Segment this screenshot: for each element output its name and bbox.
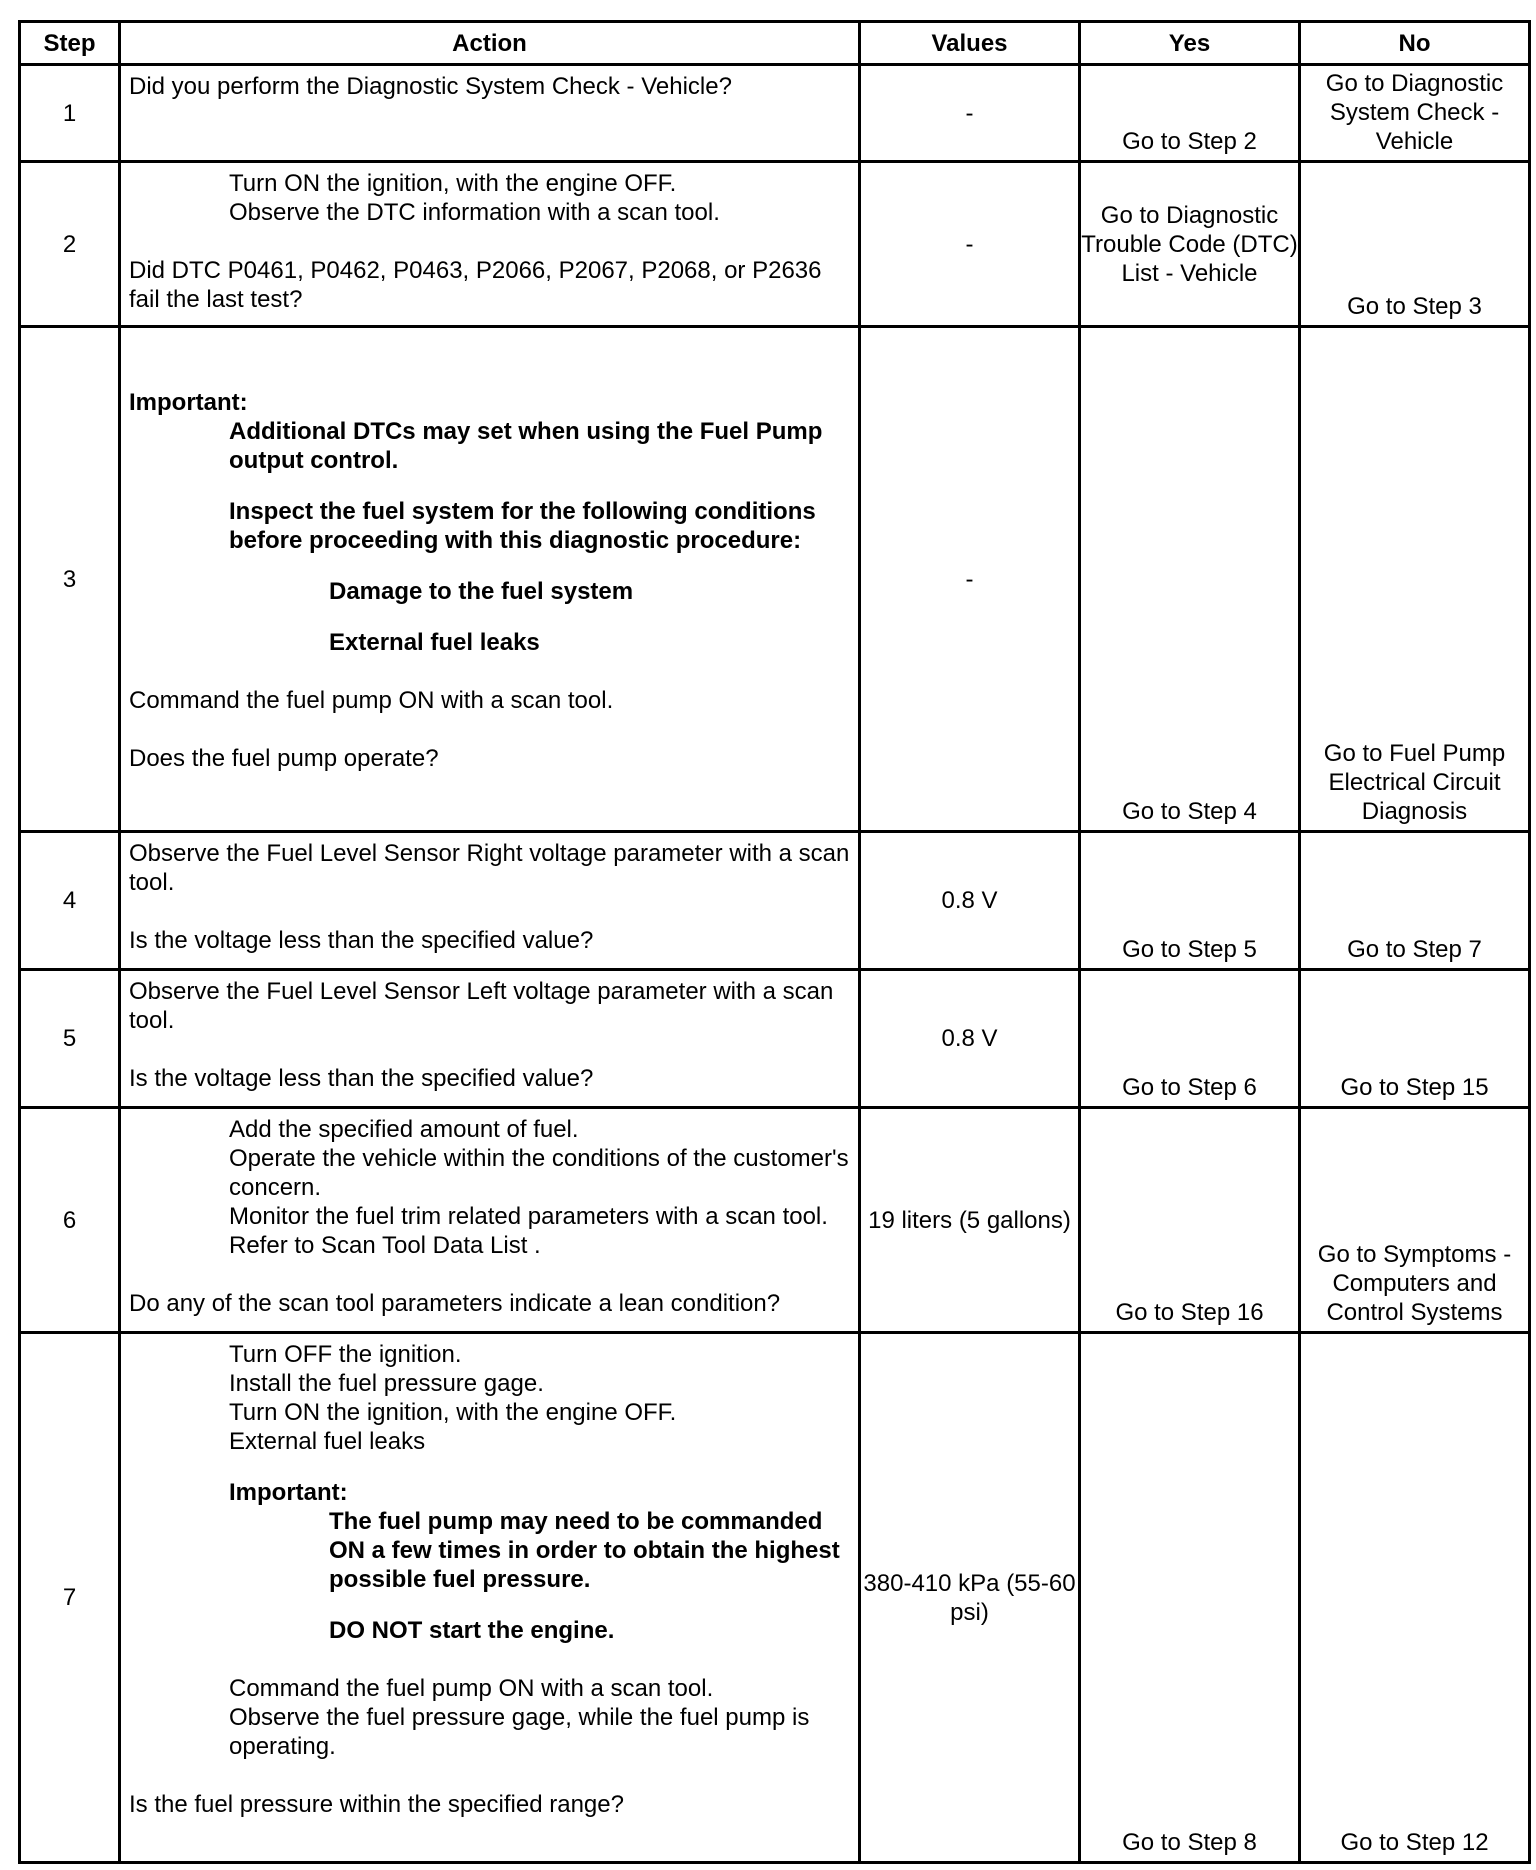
important-note: The fuel pump may need to be commanded ON a few times in order to obtain the highest possible fuel pressure.	[329, 1508, 847, 1593]
value-cell: -	[860, 65, 1080, 162]
action-text: Refer to Scan Tool Data List .	[229, 1232, 541, 1259]
action-text: Operate the vehicle within the conditions of the customer's concern.	[229, 1145, 856, 1201]
action-question: Is the voltage less than the specified value?	[129, 1065, 594, 1092]
spacer	[129, 227, 852, 256]
header-yes: Yes	[1080, 22, 1300, 65]
no-link[interactable]: Go to Step 12	[1300, 1333, 1530, 1863]
spacer	[129, 1594, 852, 1616]
action-text: External fuel leaks	[229, 1428, 426, 1455]
header-step: Step	[20, 22, 120, 65]
no-link[interactable]: Go to Diagnostic System Check - Vehicle	[1300, 65, 1530, 162]
spacer	[129, 1456, 852, 1478]
action-cell	[120, 970, 860, 1108]
table-row	[20, 1108, 1530, 1333]
no-link[interactable]: Go to Symptoms - Computers and Control Systems	[1300, 1108, 1530, 1333]
spacer	[129, 657, 852, 686]
value-cell: 19 liters (5 gallons)	[860, 1108, 1080, 1333]
action-cell	[120, 65, 860, 162]
table-row	[20, 970, 1530, 1108]
action-text: Turn ON the ignition, with the engine OFF.	[229, 170, 677, 197]
action-question: Do any of the scan tool parameters indicate a lean condition?	[129, 1290, 781, 1317]
step-number: 2	[20, 162, 120, 327]
action-text: Monitor the fuel trim related parameters with a scan tool.	[229, 1203, 828, 1230]
spacer	[129, 897, 852, 926]
action-text: Observe the Fuel Level Sensor Left voltage parameter with a scan tool.	[129, 978, 841, 1034]
action-cell	[120, 1333, 860, 1863]
yes-link[interactable]: Go to Diagnostic Trouble Code (DTC) List - Vehicle	[1080, 162, 1300, 327]
spacer	[129, 1645, 852, 1674]
value-cell: -	[860, 162, 1080, 327]
action-cell	[120, 162, 860, 327]
action-question: Is the fuel pressure within the specified range?	[129, 1791, 624, 1818]
spacer	[129, 1260, 852, 1289]
spacer	[129, 1761, 852, 1790]
action-text: Did you perform the Diagnostic System Check - Vehicle?	[129, 73, 732, 100]
yes-link[interactable]: Go to Step 5	[1080, 832, 1300, 970]
action-text: Observe the Fuel Level Sensor Right voltage parameter with a scan tool.	[129, 840, 857, 896]
important-note: Additional DTCs may set when using the Fuel Pump output control.	[229, 418, 830, 474]
action-question: Is the voltage less than the specified value?	[129, 927, 594, 954]
table-row	[20, 65, 1530, 162]
table-row	[20, 327, 1530, 832]
value-cell: 380-410 kPa (55-60 psi)	[860, 1333, 1080, 1863]
important-label: Important:	[229, 1479, 348, 1506]
value-cell: 0.8 V	[860, 970, 1080, 1108]
condition-item: Damage to the fuel system	[329, 578, 634, 605]
header-row	[20, 22, 1530, 65]
no-link[interactable]: Go to Fuel Pump Electrical Circuit Diagnosis	[1300, 327, 1530, 832]
table-row	[20, 1333, 1530, 1863]
header-action: Action	[120, 22, 860, 65]
header-no: No	[1300, 22, 1530, 65]
important-label: Important:	[129, 389, 248, 416]
spacer	[129, 555, 852, 577]
no-link[interactable]: Go to Step 3	[1300, 162, 1530, 327]
important-note: Inspect the fuel system for the following conditions before proceeding with this diagnostic procedure:	[229, 498, 823, 554]
action-text: Command the fuel pump ON with a scan tool.	[229, 1675, 714, 1702]
step-number: 3	[20, 327, 120, 832]
action-cell	[120, 327, 860, 832]
diagnostic-table	[18, 20, 1531, 1864]
action-text: Observe the fuel pressure gage, while the fuel pump is operating.	[229, 1704, 816, 1760]
yes-link[interactable]: Go to Step 6	[1080, 970, 1300, 1108]
table-row	[20, 162, 1530, 327]
yes-link[interactable]: Go to Step 4	[1080, 327, 1300, 832]
yes-link[interactable]: Go to Step 2	[1080, 65, 1300, 162]
condition-item: External fuel leaks	[329, 629, 540, 656]
step-number: 6	[20, 1108, 120, 1333]
action-text: Install the fuel pressure gage.	[229, 1370, 544, 1397]
spacer	[129, 1035, 852, 1064]
important-note: DO NOT start the engine.	[329, 1617, 615, 1644]
spacer	[129, 715, 852, 744]
no-link[interactable]: Go to Step 15	[1300, 970, 1530, 1108]
header-values: Values	[860, 22, 1080, 65]
value-cell: 0.8 V	[860, 832, 1080, 970]
yes-link[interactable]: Go to Step 16	[1080, 1108, 1300, 1333]
value-cell: -	[860, 327, 1080, 832]
action-text: Observe the DTC information with a scan tool.	[229, 199, 720, 226]
no-link[interactable]: Go to Step 7	[1300, 832, 1530, 970]
action-cell	[120, 1108, 860, 1333]
step-number: 1	[20, 65, 120, 162]
action-text: Command the fuel pump ON with a scan tool.	[129, 687, 614, 714]
spacer	[129, 606, 852, 628]
action-text: Turn OFF the ignition.	[229, 1341, 462, 1368]
action-text: Add the specified amount of fuel.	[229, 1116, 579, 1143]
step-number: 4	[20, 832, 120, 970]
action-cell	[120, 832, 860, 970]
yes-link[interactable]: Go to Step 8	[1080, 1333, 1300, 1863]
table-row	[20, 832, 1530, 970]
action-question: Does the fuel pump operate?	[129, 745, 439, 772]
spacer	[129, 475, 852, 497]
action-question: Did DTC P0461, P0462, P0463, P2066, P2067, P2068, or P2636 fail the last test?	[129, 257, 829, 313]
step-number: 7	[20, 1333, 120, 1863]
step-number: 5	[20, 970, 120, 1108]
action-text: Turn ON the ignition, with the engine OFF.	[229, 1399, 677, 1426]
